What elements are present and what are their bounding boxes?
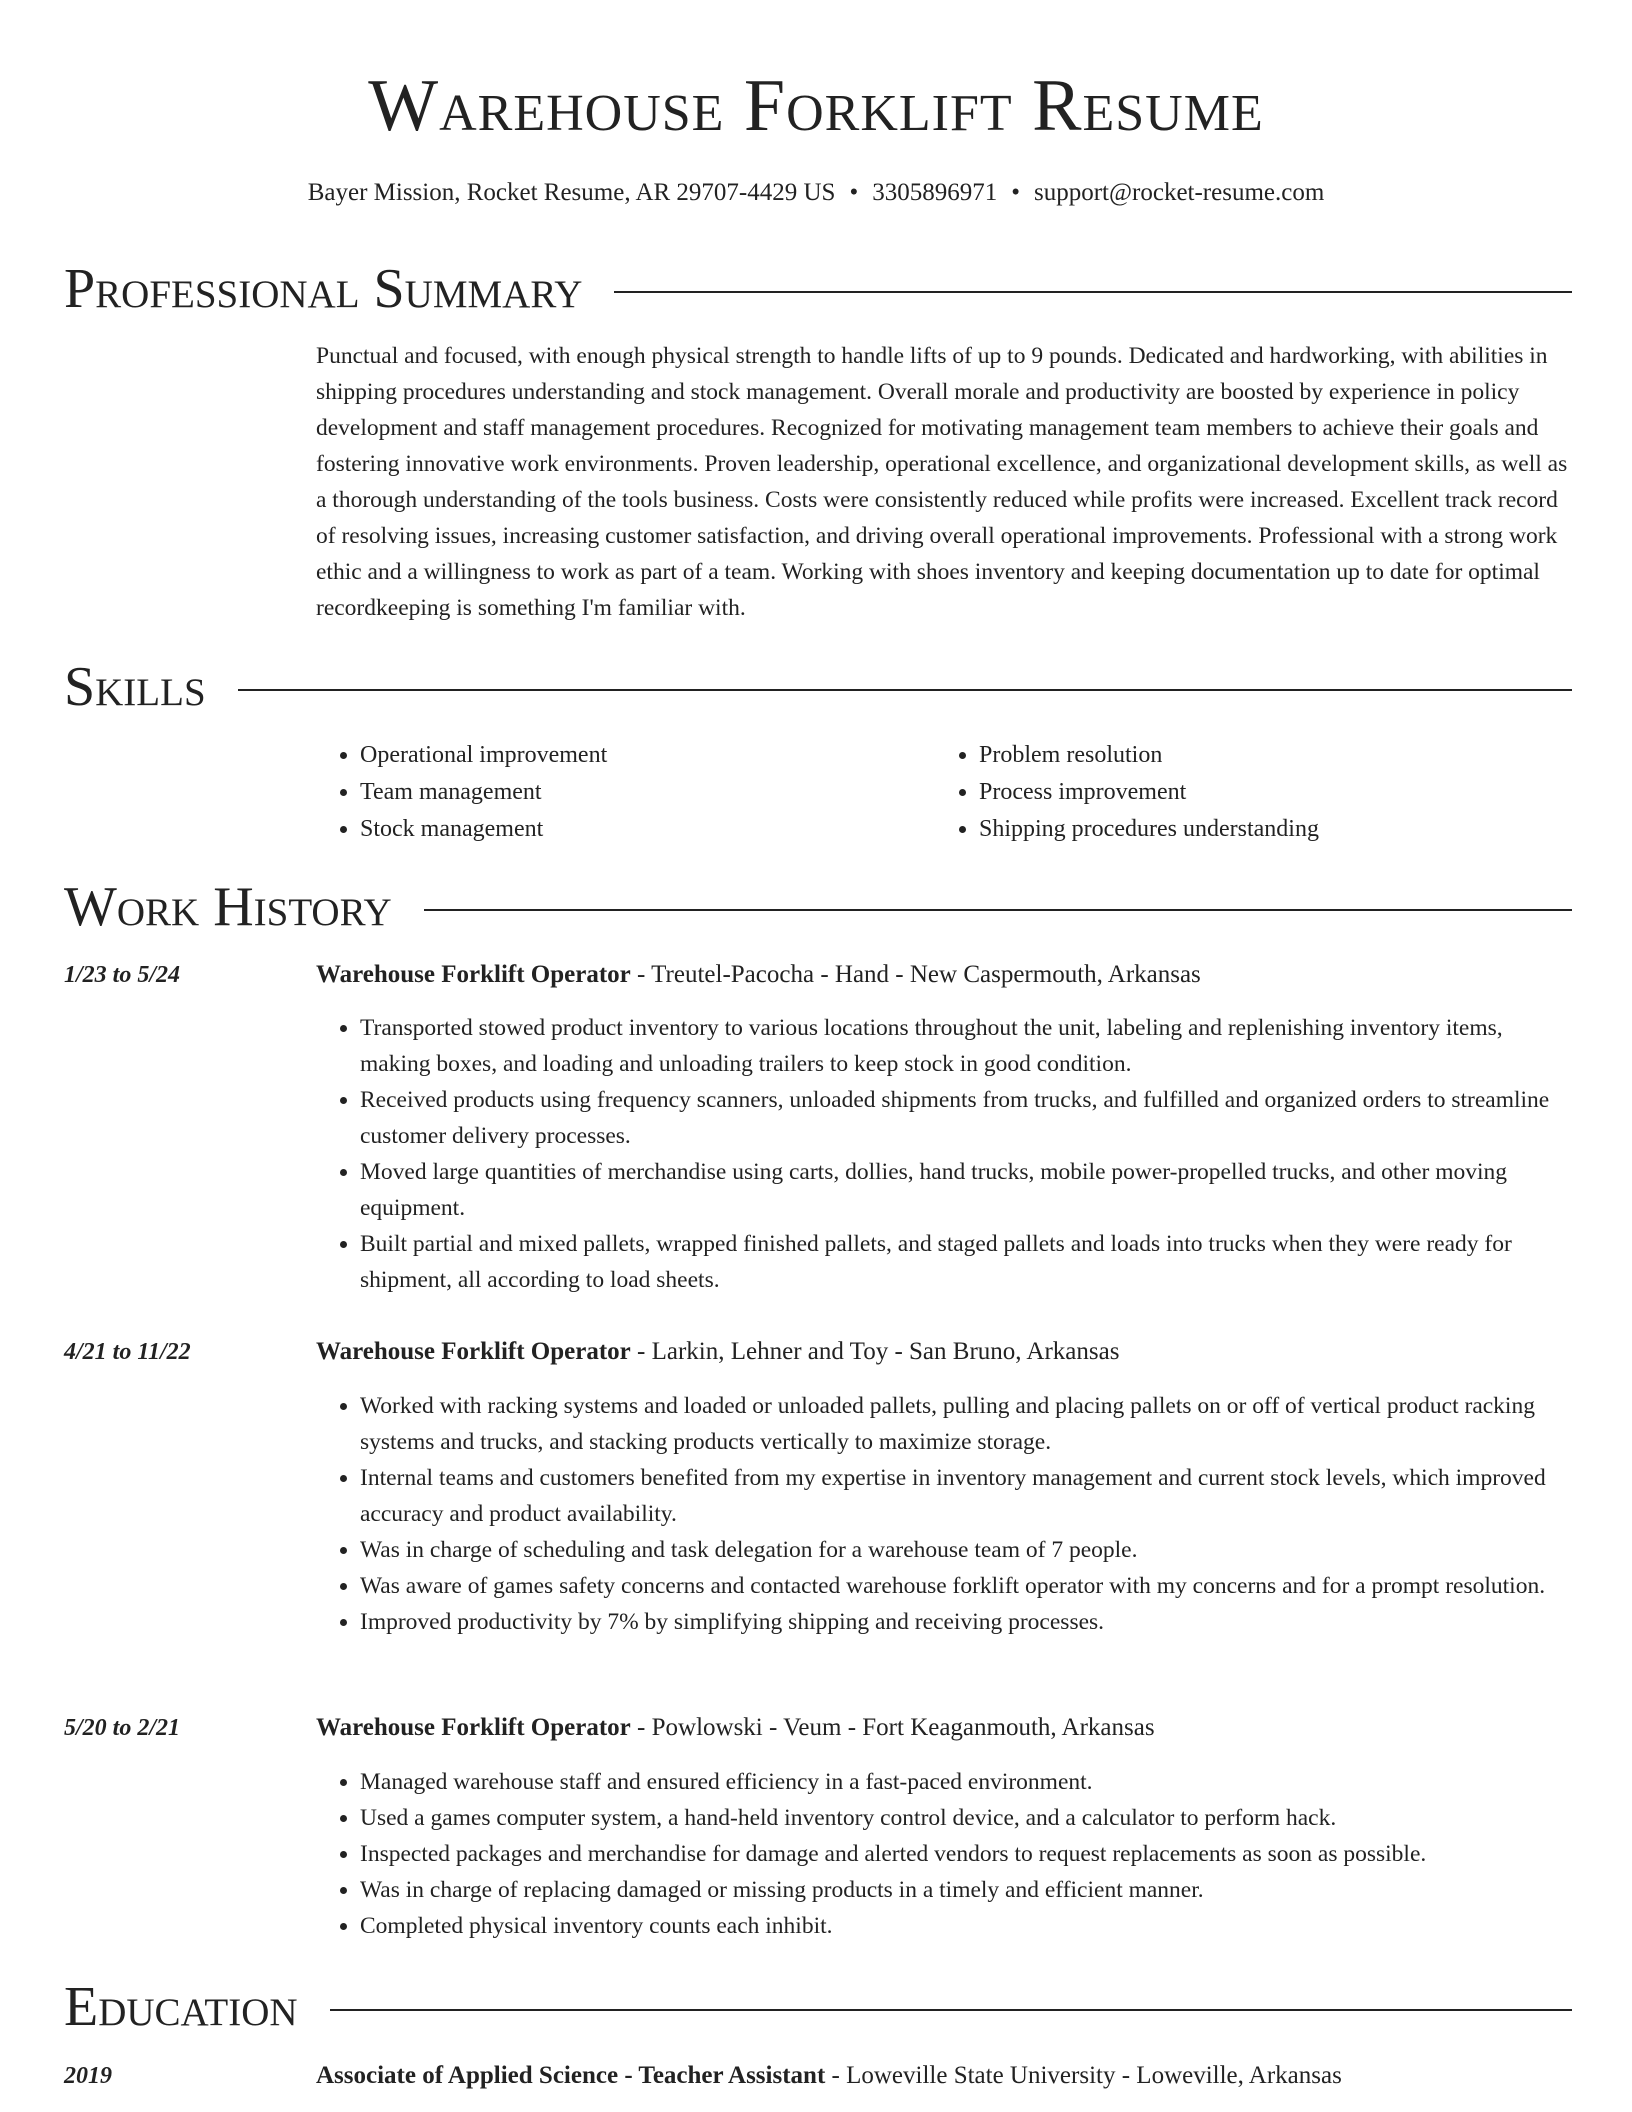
skills-column-left xyxy=(316,737,935,848)
job-bullets xyxy=(316,1388,1578,1640)
job-title: Warehouse Forklift Operator xyxy=(316,961,631,988)
job-bullet: • Built partial and mixed pallets, wrapped finished pallets, and staged pallets and loads into trucks when they were ready for shipment, all according to load sheets. xyxy=(360,1226,1578,1298)
skill-item: • Problem resolution xyxy=(979,737,1554,774)
job-bullets xyxy=(316,1010,1578,1298)
job-bullet: • Was aware of games safety concerns and contacted warehouse forklift operator with my concerns and for a prompt resolution. xyxy=(360,1568,1578,1604)
skill-item: • Team management xyxy=(360,774,935,811)
job-title: Warehouse Forklift Operator xyxy=(316,1714,631,1741)
skills-list xyxy=(316,737,1578,848)
contact-email[interactable]: support@rocket-resume.com xyxy=(1034,179,1325,206)
contact-phone[interactable]: 3305896971 xyxy=(872,179,998,206)
skills-heading: Skills xyxy=(64,656,206,718)
job-bullet: • Transported stowed product inventory to various locations throughout the unit, labeling and replenishing inventory items, making boxes, and loading and unloading trailers to keep stock in good condition. xyxy=(360,1010,1578,1082)
summary-section-header xyxy=(64,254,1572,324)
contact-line xyxy=(0,175,1632,211)
job-title: Warehouse Forklift Operator xyxy=(316,1338,631,1365)
job-dates: 1/23 to 5/24 xyxy=(64,962,181,988)
work-section-header xyxy=(64,872,1572,942)
resume-name: Warehouse Forklift Resume xyxy=(368,65,1264,147)
section-divider xyxy=(614,291,1572,293)
job-dates: 5/20 to 2/21 xyxy=(64,1715,181,1741)
skill-item: • Shipping procedures understanding xyxy=(979,811,1554,848)
summary-text: Punctual and focused, with enough physical strength to handle lifts of up to 9 pounds. Dedicated and hardworking, with abilities in shipping procedures understanding and stock management. Overall morale and productivity are boosted by experience in policy development and staff management procedures. Recognized for motivating management team members to achieve their goals and fostering innovative work environments. Proven leadership, operational excellence, and organizational development skills, as well as a thorough understanding of the tools business. Costs were consistently reduced while profits were increased. Excellent track record of resolving issues, increasing customer satisfaction, and driving overall operational improvements. Professional with a strong work ethic and a willingness to work as part of a team. Working with shoes inventory and keeping documentation up to date for optimal recordkeeping is something I'm familiar with. xyxy=(316,343,1568,621)
education-heading-line xyxy=(316,2058,1578,2094)
section-divider xyxy=(424,909,1572,911)
education-year: 2019 xyxy=(64,2063,112,2089)
job-heading xyxy=(316,1334,1578,1370)
education-school: - Loweville State University - Loweville, Arkansas xyxy=(825,2062,1342,2089)
skill-item: • Operational improvement xyxy=(360,737,935,774)
contact-separator: • xyxy=(1011,179,1020,206)
contact-address: Bayer Mission, Rocket Resume, AR 29707-4429 US xyxy=(307,179,836,206)
skill-item: • Stock management xyxy=(360,811,935,848)
job-heading xyxy=(316,1710,1578,1746)
work-heading: Work History xyxy=(64,876,392,938)
skills-column-right xyxy=(935,737,1554,848)
education-degree: Associate of Applied Science - Teacher Assistant xyxy=(316,2062,826,2089)
job-bullet: • Received products using frequency scanners, unloaded shipments from trucks, and fulfilled and organized orders to streamline customer delivery processes. xyxy=(360,1082,1578,1154)
section-divider xyxy=(330,2009,1572,2011)
job-bullet: • Was in charge of replacing damaged or missing products in a timely and efficient manner. xyxy=(360,1872,1578,1908)
skill-item: • Process improvement xyxy=(979,774,1554,811)
job-bullet: • Used a games computer system, a hand-held inventory control device, and a calculator to perform hack. xyxy=(360,1800,1578,1836)
summary-heading: Professional Summary xyxy=(64,258,583,320)
contact-separator: • xyxy=(849,179,859,206)
job-dates: 4/21 to 11/22 xyxy=(64,1339,191,1365)
job-bullet: • Inspected packages and merchandise for damage and alerted vendors to request replacements as soon as possible. xyxy=(360,1836,1578,1872)
job-bullet: • Completed physical inventory counts each inhibit. xyxy=(360,1908,1578,1944)
job-heading xyxy=(316,957,1578,993)
job-bullet: • Managed warehouse staff and ensured efficiency in a fast-paced environment. xyxy=(360,1764,1578,1800)
job-bullet: • Improved productivity by 7% by simplifying shipping and receiving processes. xyxy=(360,1604,1578,1640)
job-bullet: • Was in charge of scheduling and task delegation for a warehouse team of 7 people. xyxy=(360,1532,1578,1568)
skills-section-header xyxy=(64,652,1572,722)
section-divider xyxy=(238,689,1572,691)
job-bullet: • Moved large quantities of merchandise using carts, dollies, hand trucks, mobile power-propelled trucks, and other moving equipment. xyxy=(360,1154,1578,1226)
job-employer: - Treutel-Pacocha - Hand - New Caspermouth, Arkansas xyxy=(630,961,1201,988)
job-bullet: • Worked with racking systems and loaded or unloaded pallets, pulling and placing pallets on or off of vertical product racking systems and trucks, and stacking products vertically to maximize storage. xyxy=(360,1388,1578,1460)
job-bullets xyxy=(316,1764,1578,1944)
education-heading: Education xyxy=(64,1976,298,2038)
education-section-header xyxy=(64,1972,1572,2042)
job-employer: - Powlowski - Veum - Fort Keaganmouth, Arkansas xyxy=(630,1714,1155,1741)
job-bullet: • Internal teams and customers benefited from my expertise in inventory management and current stock levels, which improved accuracy and product availability. xyxy=(360,1460,1578,1532)
job-employer: - Larkin, Lehner and Toy - San Bruno, Arkansas xyxy=(630,1338,1120,1365)
